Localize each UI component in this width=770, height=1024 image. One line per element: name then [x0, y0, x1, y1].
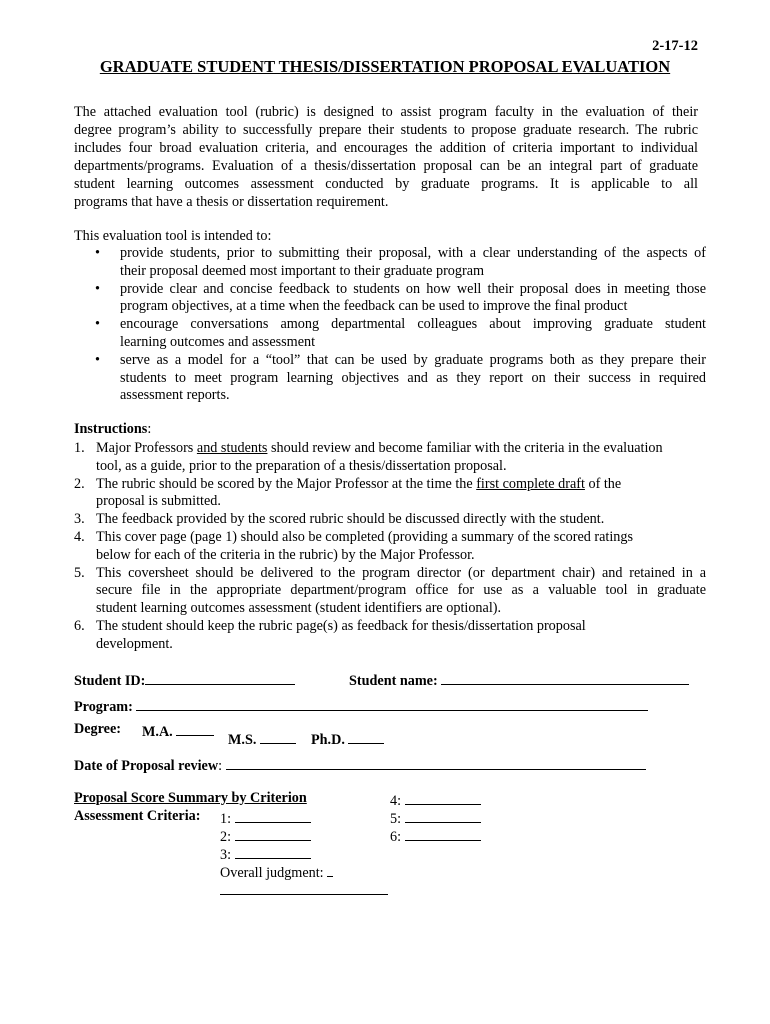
criterion-6-label: 6: [390, 829, 402, 845]
criterion-2-row [220, 826, 311, 846]
overall-judgment-row [220, 862, 333, 882]
step-number: 6. [74, 617, 85, 634]
student-id-label: Student ID: [74, 673, 146, 689]
step-text: Major Professors [96, 440, 197, 456]
criterion-5-row [390, 808, 481, 828]
bullet-icon: • [95, 351, 100, 368]
list-item-line: serve as a model for a “tool” that can be used by graduate programs both as they prepare their [120, 351, 706, 368]
criterion-6-field[interactable] [405, 826, 481, 841]
criterion-1-row [220, 808, 311, 828]
ma-label: M.A. [142, 724, 173, 740]
instructions-list [74, 440, 706, 654]
student-id-row [74, 670, 295, 690]
ms-option [228, 729, 296, 749]
list-item [74, 529, 706, 565]
list-item [74, 352, 706, 405]
document-title: GRADUATE STUDENT THESIS/DISSERTATION PROPOSAL EVALUATION [99, 57, 671, 76]
purpose-list [74, 245, 706, 405]
ms-field[interactable] [260, 729, 296, 744]
list-item-line: tool, as a guide, prior to the preparation of a thesis/dissertation proposal. [96, 457, 507, 474]
list-item-line: provide clear and concise feedback to students on how well their proposal does in meeting those [120, 280, 706, 297]
list-item-line: This cover page (page 1) should also be completed (providing a summary of the scored ratings [96, 528, 633, 545]
step-emphasis: and students [196, 440, 268, 456]
list-item [74, 618, 706, 654]
list-item-line: student learning outcomes assessment (student identifiers are optional). [96, 600, 502, 617]
list-item [74, 245, 706, 281]
revision-date: 2-17-12 [652, 38, 698, 54]
summary-heading: Proposal Score Summary by Criterion [74, 790, 307, 806]
list-item-line: secure file in the appropriate department/program office for use as a valuable tool in graduate [96, 582, 706, 599]
step-number: 2. [74, 475, 85, 492]
criterion-2-label: 2: [220, 829, 232, 845]
criterion-2-field[interactable] [235, 826, 311, 841]
criterion-5-label: 5: [390, 811, 402, 827]
list-item-line: The student should keep the rubric page(s) as feedback for thesis/dissertation proposal [96, 617, 586, 634]
student-id-field[interactable] [145, 670, 295, 685]
criterion-3-field[interactable] [235, 844, 311, 859]
criterion-1-field[interactable] [235, 808, 311, 823]
ms-label: M.S. [228, 732, 257, 748]
intro-line: departments/programs. Evaluation of a thesis/dissertation proposal can be an integral part of graduate [74, 158, 698, 174]
criterion-6-row [390, 826, 481, 846]
list-item-line: their proposal deemed most important to their graduate program [120, 262, 485, 279]
bullet-icon: • [95, 280, 100, 297]
step-text: The rubric should be scored by the Major Professor at the time the [96, 475, 477, 492]
instructions-heading-text: Instructions [74, 421, 148, 437]
program-label: Program: [74, 699, 133, 715]
program-field[interactable] [136, 696, 648, 711]
list-item-line: below for each of the criteria in the rubric) by the Major Professor. [96, 546, 475, 563]
overall-judgment-field[interactable] [327, 862, 333, 877]
phd-field[interactable] [348, 729, 384, 744]
phd-option [311, 729, 384, 749]
degree-row [74, 721, 121, 738]
list-item-line: learning outcomes and assessment [120, 333, 316, 350]
step-text: of the [584, 475, 622, 492]
criterion-3-row [220, 844, 311, 864]
list-item-line: assessment reports. [120, 387, 230, 404]
purpose-lead: This evaluation tool is intended to: [74, 228, 272, 244]
overall-judgment-line[interactable] [220, 880, 388, 895]
criterion-5-field[interactable] [405, 808, 481, 823]
ma-option [142, 721, 214, 741]
instructions-colon: : [147, 421, 152, 437]
list-item [74, 316, 706, 352]
instructions-heading [74, 421, 151, 438]
student-name-label: Student name: [349, 673, 438, 689]
list-item-line [96, 440, 706, 458]
student-name-row [349, 670, 689, 690]
intro-line: degree program’s ability to successfully prepare their students to propose graduate research. The rubric [74, 122, 698, 138]
list-item [74, 281, 706, 317]
review-date-label: Date of Proposal review [74, 758, 219, 774]
list-item-line [96, 476, 706, 494]
step-number: 4. [74, 528, 85, 545]
assessment-criteria-label: Assessment Criteria: [74, 808, 201, 824]
list-item-line: students to meet program learning objectives and as they report on their success in required [120, 369, 706, 386]
intro-line: student learning outcomes assessment conducted by graduate programs. It is applicable to all [74, 176, 698, 192]
overall-judgment-label: Overall judgment: [220, 865, 324, 881]
intro-line: The attached evaluation tool (rubric) is designed to assist program faculty in the evaluation of their [74, 104, 698, 120]
list-item [74, 476, 706, 512]
phd-label: Ph.D. [311, 732, 345, 748]
bullet-icon: • [95, 245, 100, 261]
step-text: should review and become familiar with the criteria in the evaluation [267, 440, 663, 456]
list-item [74, 511, 706, 529]
list-item [74, 440, 706, 476]
criterion-1-label: 1: [220, 811, 232, 827]
criterion-4-field[interactable] [405, 790, 481, 805]
step-number: 3. [74, 511, 85, 528]
list-item-line: proposal is submitted. [96, 493, 221, 510]
list-item-line: development. [96, 635, 173, 652]
criterion-3-label: 3: [220, 847, 232, 863]
review-date-field[interactable] [226, 755, 646, 770]
intro-paragraph [74, 103, 698, 211]
step-number: 1. [74, 440, 85, 456]
program-row [74, 696, 648, 716]
intro-line: programs that have a thesis or dissertation requirement. [74, 194, 389, 210]
criterion-4-label: 4: [390, 793, 402, 809]
step-emphasis: first complete draft [476, 475, 585, 492]
list-item-line: encourage conversations among departmental colleagues about improving graduate student [120, 316, 706, 333]
review-date-colon: : [218, 758, 223, 774]
list-item-line: The feedback provided by the scored rubric should be discussed directly with the student. [96, 511, 605, 528]
criterion-4-row [390, 790, 481, 810]
student-name-field[interactable] [441, 670, 689, 685]
list-item-line: program objectives, at a time when the feedback can be used to improve the final product [120, 298, 628, 315]
ma-field[interactable] [176, 721, 214, 736]
list-item-line: provide students, prior to submitting their proposal, with a clear understanding of the aspects of [120, 245, 706, 261]
step-number: 5. [74, 564, 85, 581]
list-item-line: This coversheet should be delivered to the program director (or department chair) and retained in a [96, 564, 706, 581]
bullet-icon: • [95, 316, 100, 333]
degree-label: Degree: [74, 721, 121, 737]
list-item [74, 565, 706, 618]
intro-line: includes four broad evaluation criteria, and encourages the addition of criteria important to individual [74, 140, 698, 156]
review-date-row [74, 755, 646, 775]
